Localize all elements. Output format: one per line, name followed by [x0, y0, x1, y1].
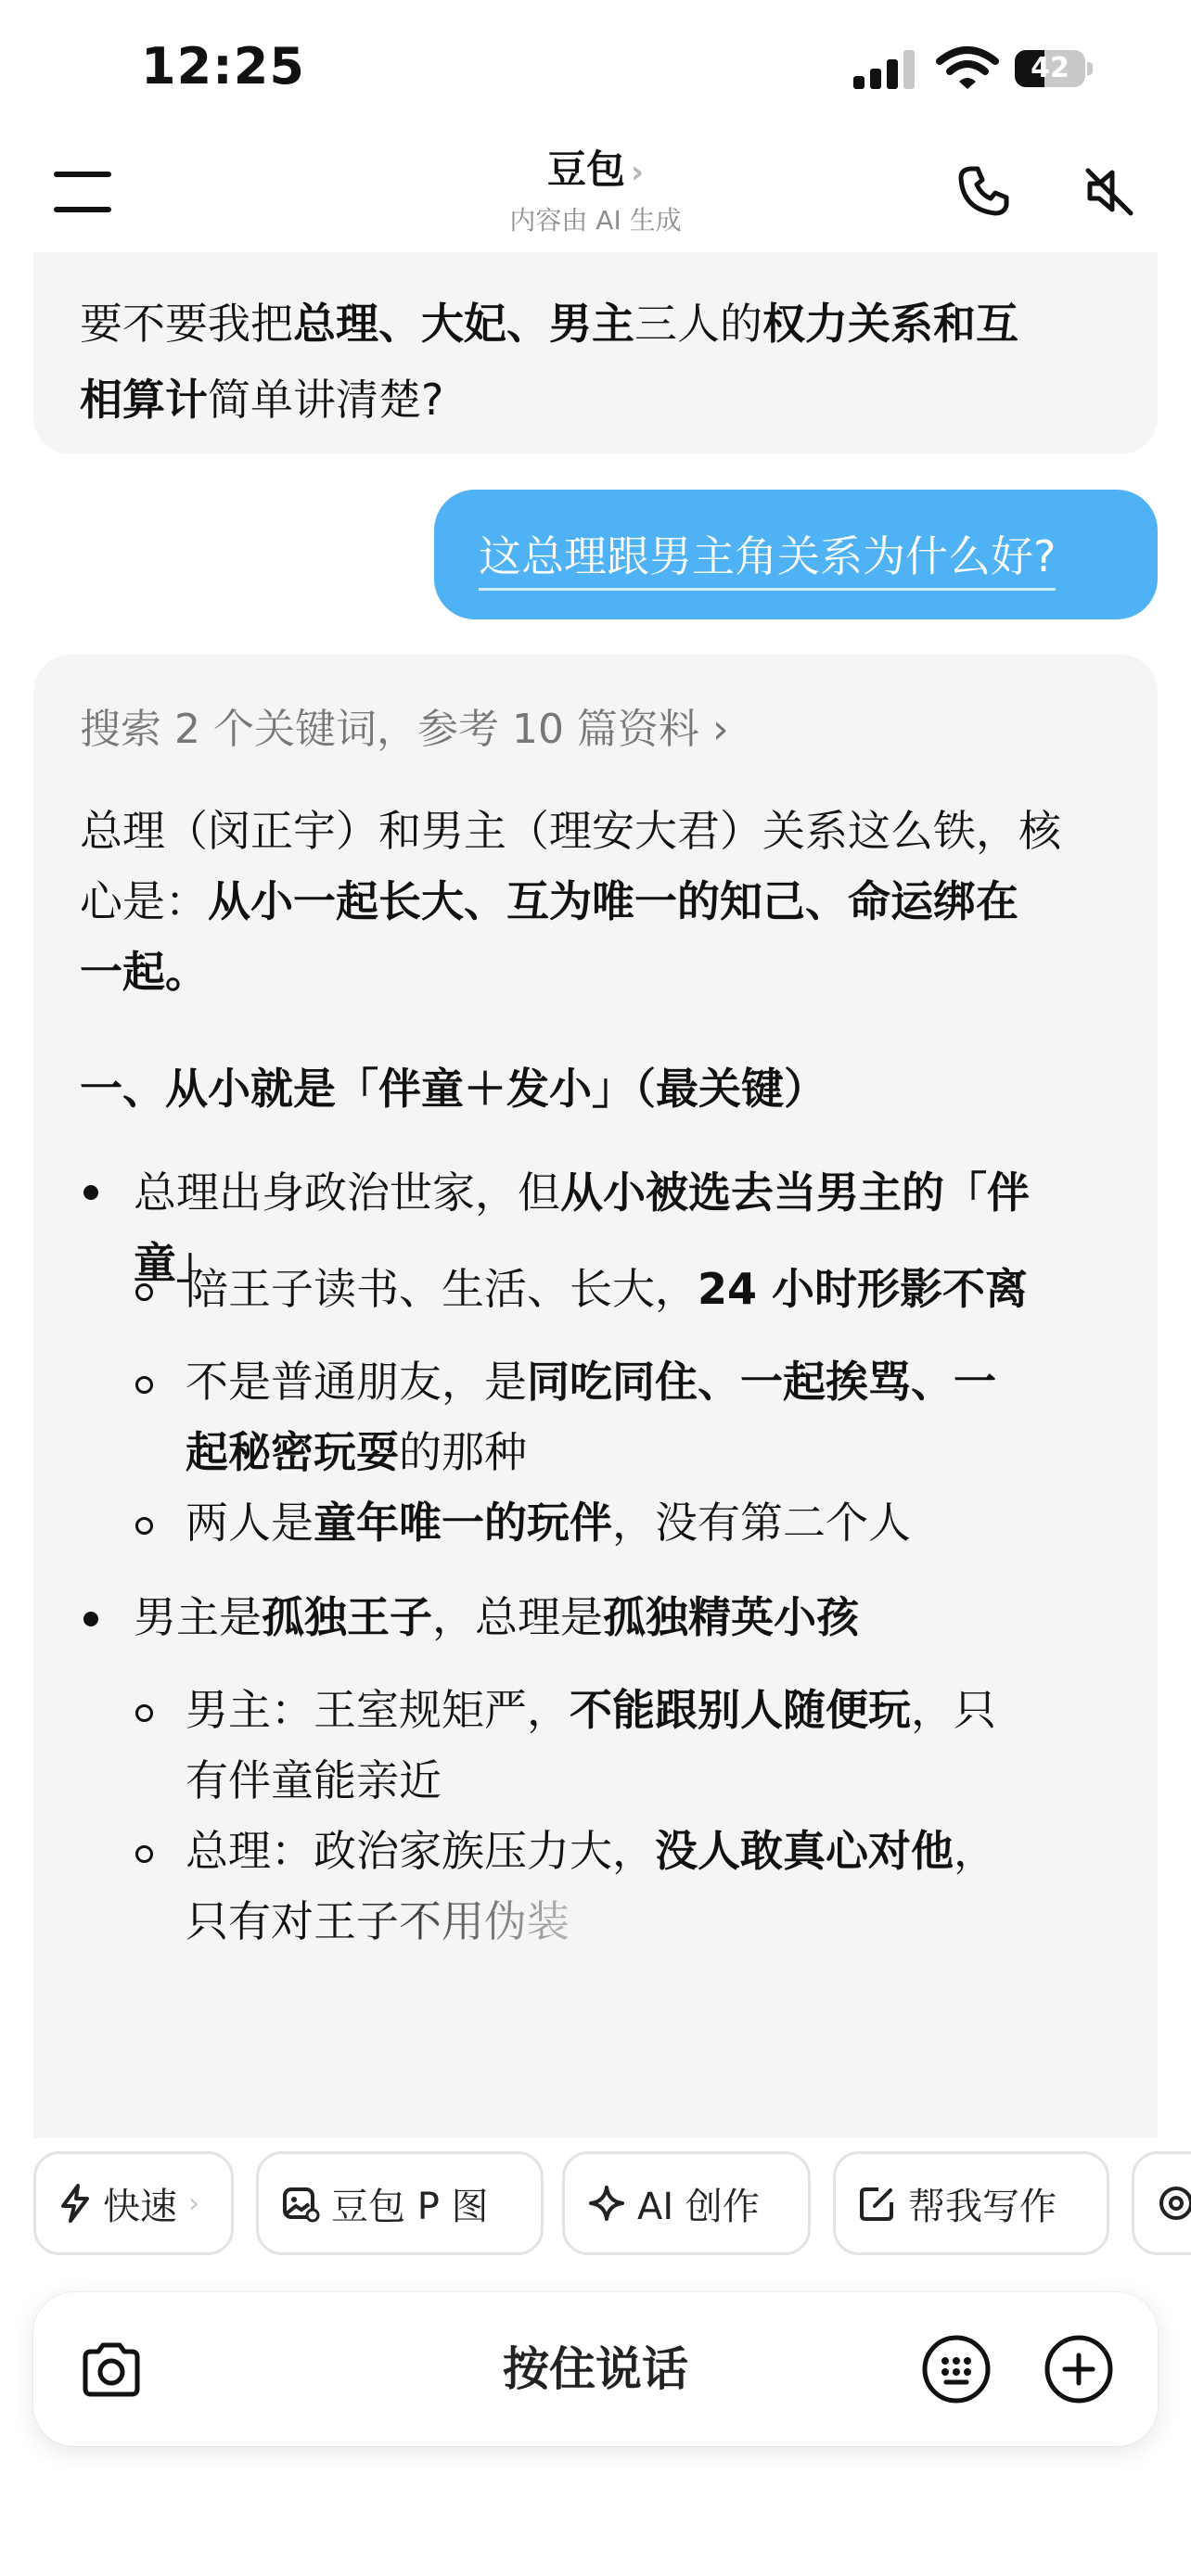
ai-disclaimer: 内容由 AI 生成: [509, 205, 682, 236]
list-item: 陪王子读书、生活、长大，24 小时形影不离: [186, 1264, 1029, 1314]
intro-paragraph: 总理（闵正宇）和男主（理安大君）关系这么铁，核 心是：从小一起长大、互为唯一的知己、命运绑在 一起。: [80, 806, 1061, 997]
user-message-bubble[interactable]: [434, 490, 1158, 619]
title-chevron-icon: ›: [631, 154, 645, 191]
status-time: 12:25: [141, 37, 305, 96]
pen-square-icon: [858, 2184, 897, 2223]
quick-chip-more[interactable]: [1132, 2151, 1191, 2255]
menu-icon[interactable]: [54, 172, 111, 214]
chat-title[interactable]: 豆包: [546, 147, 625, 192]
quick-chip-help-write[interactable]: 帮我写作: [833, 2151, 1109, 2255]
target-icon: [1157, 2184, 1191, 2223]
ai-message-bubble: [33, 655, 1158, 2138]
sub-bullet-ring: [135, 1517, 153, 1535]
cellular-signal-icon: [853, 48, 918, 89]
list-item: 男主：王室规矩严，不能跟别人随便玩，只 有伴童能亲近: [186, 1685, 996, 1805]
user-message-text: 这总理跟男主角关系为什么好?: [479, 523, 1056, 591]
sub-bullet-ring: [135, 1704, 153, 1722]
quick-chip-fast[interactable]: 快速 ›: [33, 2151, 234, 2255]
chevron-right-icon: ›: [711, 706, 729, 753]
plus-icon[interactable]: [1043, 2333, 1115, 2405]
list-item: 不是普通朋友，是同吃同住、一起挨骂、一 起秘密玩耍的那种: [186, 1357, 996, 1477]
battery-percentage: 42: [1031, 52, 1069, 84]
list-item: 男主是孤独王子，总理是孤独精英小孩: [134, 1592, 859, 1642]
search-sources-link[interactable]: 搜索 2 个关键词，参考 10 篇资料 ›: [80, 706, 729, 753]
chevron-right-icon: ›: [188, 2187, 199, 2220]
quick-chip-image-edit[interactable]: 豆包 P 图: [256, 2151, 544, 2255]
wifi-icon: [935, 45, 1000, 91]
sub-bullet-ring: [135, 1376, 153, 1394]
bullet-dot: [83, 1612, 98, 1626]
keyboard-icon[interactable]: [920, 2333, 992, 2405]
battery-icon: [1015, 50, 1093, 87]
chat-title-area[interactable]: [410, 139, 781, 237]
camera-icon[interactable]: [78, 2337, 145, 2404]
bullet-dot: [83, 1185, 98, 1200]
phone-icon[interactable]: [955, 163, 1011, 219]
voice-input-bar[interactable]: [33, 2292, 1158, 2446]
section-heading: 一、从小就是「伴童＋发小」（最关键）: [80, 1064, 826, 1114]
ai-message-bubble: [33, 252, 1158, 454]
quick-chip-ai-create[interactable]: AI 创作: [562, 2151, 811, 2255]
list-item: 总理出身政治世家，但从小被选去当男主的「伴 童」: [134, 1167, 1030, 1288]
list-item: 两人是童年唯一的玩伴，没有第二个人: [186, 1498, 911, 1548]
quick-actions-bar[interactable]: [33, 2151, 1191, 2259]
lightning-icon: [58, 2184, 92, 2223]
list-item: 总理：政治家族压力大，没人敢真心对他， 只有对王子不用伪装: [186, 1826, 996, 1946]
ai-message-text: 要不要我把总理、大妃、男主三人的权力关系和互 相算计简单讲清楚?: [80, 299, 1018, 425]
hold-to-talk-button[interactable]: 按住说话: [503, 2342, 688, 2396]
sparkle-icon: [587, 2184, 626, 2223]
sub-bullet-ring: [135, 1283, 153, 1301]
speaker-mute-icon[interactable]: [1081, 163, 1136, 219]
image-edit-icon: [281, 2184, 320, 2223]
sub-bullet-ring: [135, 1845, 153, 1863]
